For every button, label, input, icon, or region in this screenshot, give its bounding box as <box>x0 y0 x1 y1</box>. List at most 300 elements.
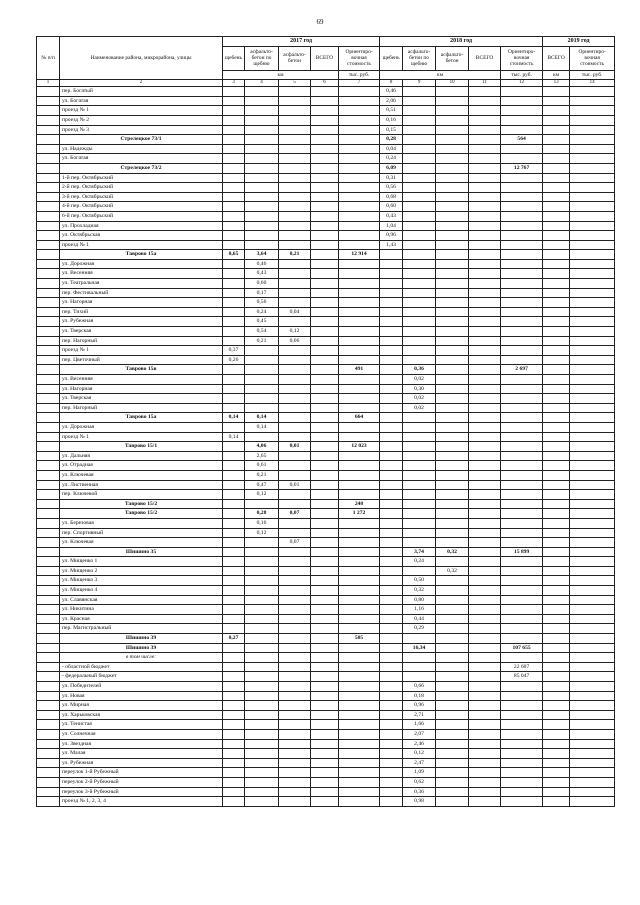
value-cell <box>311 250 339 260</box>
sub-header: Ориентиро-вочная стоимость <box>570 46 615 70</box>
value-cell <box>311 768 339 778</box>
table-row <box>37 643 615 653</box>
value-cell <box>403 192 436 202</box>
value-cell <box>403 250 436 260</box>
value-cell <box>311 211 339 221</box>
value-cell <box>279 595 311 605</box>
value-cell <box>245 499 279 509</box>
value-cell <box>245 87 279 97</box>
value-cell <box>223 106 245 116</box>
value-cell <box>501 605 543 615</box>
column-number: 8 <box>380 80 403 87</box>
value-cell <box>543 547 570 557</box>
value-cell <box>403 317 436 327</box>
value-cell <box>245 432 279 442</box>
value-cell: 0,14 <box>245 422 279 432</box>
value-cell <box>501 413 543 423</box>
value-cell <box>543 125 570 135</box>
value-cell <box>570 403 615 413</box>
value-cell <box>570 528 615 538</box>
street-name-cell: ул. Победителей <box>60 682 223 692</box>
table-row <box>37 566 615 576</box>
value-cell <box>380 403 403 413</box>
value-cell <box>469 710 501 720</box>
value-cell <box>403 211 436 221</box>
value-cell <box>469 259 501 269</box>
street-name-cell: ул. Нагорная <box>60 298 223 308</box>
value-cell <box>339 672 380 682</box>
value-cell <box>469 576 501 586</box>
value-cell <box>436 710 469 720</box>
value-cell <box>543 87 570 97</box>
value-cell <box>501 115 543 125</box>
value-cell <box>570 566 615 576</box>
value-cell <box>543 250 570 260</box>
value-cell <box>339 422 380 432</box>
column-number: 11 <box>469 80 501 87</box>
row-number-cell <box>37 144 60 154</box>
value-cell <box>380 451 403 461</box>
value-cell: 3,64 <box>245 250 279 260</box>
value-cell <box>223 163 245 173</box>
value-cell <box>223 442 245 452</box>
value-cell <box>339 451 380 461</box>
value-cell <box>339 327 380 337</box>
value-cell <box>223 729 245 739</box>
table-row <box>37 288 615 298</box>
column-number: 13 <box>543 80 570 87</box>
value-cell <box>570 115 615 125</box>
street-name-cell: ул. Мирная <box>60 701 223 711</box>
value-cell: 0,04 <box>380 144 403 154</box>
value-cell <box>279 461 311 471</box>
value-cell <box>436 192 469 202</box>
value-cell <box>245 605 279 615</box>
value-cell <box>436 451 469 461</box>
value-cell: 0,56 <box>245 298 279 308</box>
value-cell <box>469 87 501 97</box>
value-cell <box>339 557 380 567</box>
value-cell <box>469 557 501 567</box>
value-cell <box>469 566 501 576</box>
value-cell <box>469 442 501 452</box>
value-cell: 0,43 <box>245 269 279 279</box>
table-row <box>37 384 615 394</box>
value-cell <box>501 307 543 317</box>
table-row <box>37 231 615 241</box>
value-cell <box>223 787 245 797</box>
unit-rub: тыс. руб. <box>501 70 543 80</box>
value-cell <box>501 768 543 778</box>
value-cell <box>570 307 615 317</box>
value-cell <box>570 442 615 452</box>
value-cell <box>543 106 570 116</box>
value-cell <box>380 768 403 778</box>
value-cell <box>436 499 469 509</box>
value-cell <box>403 509 436 519</box>
value-cell <box>223 720 245 730</box>
value-cell <box>501 403 543 413</box>
value-cell <box>223 154 245 164</box>
value-cell <box>501 202 543 212</box>
value-cell <box>223 576 245 586</box>
year-2018-header: 2018 год <box>380 37 543 47</box>
value-cell <box>223 298 245 308</box>
value-cell <box>380 298 403 308</box>
value-cell: 12 023 <box>339 442 380 452</box>
value-cell <box>339 183 380 193</box>
row-number-cell <box>37 682 60 692</box>
value-cell: 0,02 <box>403 403 436 413</box>
value-cell: 2,46 <box>403 739 436 749</box>
value-cell <box>570 269 615 279</box>
value-cell: 0,30 <box>403 384 436 394</box>
value-cell <box>311 605 339 615</box>
unit-rub: тыс. руб. <box>570 70 615 80</box>
value-cell <box>501 250 543 260</box>
value-cell <box>223 384 245 394</box>
value-cell <box>436 106 469 116</box>
value-cell <box>223 336 245 346</box>
street-name-cell: проезд № 1, 2, 3, 4 <box>60 797 223 807</box>
value-cell: 0,65 <box>223 250 245 260</box>
value-cell <box>543 739 570 749</box>
value-cell <box>245 691 279 701</box>
table-row <box>37 461 615 471</box>
value-cell <box>223 135 245 145</box>
value-cell <box>501 125 543 135</box>
value-cell <box>279 739 311 749</box>
row-number-cell <box>37 758 60 768</box>
value-cell <box>436 154 469 164</box>
table-row <box>37 499 615 509</box>
value-cell <box>501 96 543 106</box>
row-number-cell <box>37 355 60 365</box>
value-cell <box>469 461 501 471</box>
value-cell: 0,54 <box>245 327 279 337</box>
value-cell: 0,47 <box>245 480 279 490</box>
street-name-cell: ул. Ключевая <box>60 538 223 548</box>
value-cell <box>501 173 543 183</box>
value-cell <box>501 480 543 490</box>
table-header <box>37 37 615 80</box>
value-cell <box>469 288 501 298</box>
value-cell <box>279 797 311 807</box>
value-cell: 22 607 <box>501 662 543 672</box>
value-cell <box>279 192 311 202</box>
value-cell <box>311 365 339 375</box>
value-cell <box>311 202 339 212</box>
value-cell <box>501 346 543 356</box>
value-cell <box>339 729 380 739</box>
value-cell <box>469 614 501 624</box>
value-cell <box>469 346 501 356</box>
value-cell <box>279 135 311 145</box>
value-cell <box>403 470 436 480</box>
value-cell <box>436 144 469 154</box>
value-cell <box>403 307 436 317</box>
table-row <box>37 777 615 787</box>
value-cell <box>245 672 279 682</box>
value-cell: 0,16 <box>245 518 279 528</box>
value-cell: 0,07 <box>279 509 311 519</box>
street-name-cell: ул. Отрадная <box>60 461 223 471</box>
value-cell <box>436 662 469 672</box>
value-cell: 0,61 <box>245 461 279 471</box>
value-cell <box>570 605 615 615</box>
value-cell <box>380 518 403 528</box>
value-cell <box>245 624 279 634</box>
value-cell <box>469 336 501 346</box>
value-cell <box>543 624 570 634</box>
table-row <box>37 787 615 797</box>
value-cell <box>436 288 469 298</box>
value-cell <box>469 624 501 634</box>
street-name-cell: ул. Солнечная <box>60 729 223 739</box>
value-cell <box>570 739 615 749</box>
value-cell <box>403 202 436 212</box>
value-cell: 107 655 <box>501 643 543 653</box>
value-cell: 0,21 <box>245 470 279 480</box>
row-number-cell <box>37 432 60 442</box>
table-row <box>37 154 615 164</box>
value-cell: 0,46 <box>245 259 279 269</box>
value-cell <box>436 729 469 739</box>
value-cell <box>279 394 311 404</box>
value-cell <box>469 720 501 730</box>
value-cell <box>436 691 469 701</box>
value-cell <box>339 154 380 164</box>
value-cell <box>380 375 403 385</box>
value-cell <box>245 662 279 672</box>
value-cell: 0,28 <box>380 135 403 145</box>
value-cell <box>469 595 501 605</box>
row-number-cell <box>37 135 60 145</box>
value-cell <box>279 547 311 557</box>
value-cell <box>223 586 245 596</box>
value-cell <box>380 250 403 260</box>
value-cell <box>436 490 469 500</box>
value-cell <box>380 509 403 519</box>
row-number-cell <box>37 115 60 125</box>
value-cell <box>543 720 570 730</box>
value-cell <box>339 106 380 116</box>
value-cell <box>570 336 615 346</box>
value-cell <box>311 557 339 567</box>
value-cell <box>436 115 469 125</box>
value-cell <box>339 701 380 711</box>
value-cell <box>570 375 615 385</box>
row-number-cell <box>37 259 60 269</box>
value-cell <box>311 432 339 442</box>
value-cell <box>403 125 436 135</box>
row-number-cell <box>37 269 60 279</box>
value-cell <box>469 394 501 404</box>
value-cell <box>543 605 570 615</box>
value-cell <box>436 384 469 394</box>
value-cell <box>279 557 311 567</box>
value-cell <box>436 672 469 682</box>
value-cell <box>469 432 501 442</box>
value-cell <box>380 346 403 356</box>
value-cell <box>245 106 279 116</box>
row-number-cell <box>37 576 60 586</box>
row-number-cell <box>37 470 60 480</box>
value-cell <box>311 461 339 471</box>
street-name-cell: пер. Ключевой <box>60 490 223 500</box>
value-cell <box>436 653 469 663</box>
value-cell <box>501 422 543 432</box>
value-cell <box>501 682 543 692</box>
value-cell <box>543 327 570 337</box>
value-cell <box>245 710 279 720</box>
value-cell <box>223 749 245 759</box>
value-cell <box>245 739 279 749</box>
value-cell <box>311 729 339 739</box>
value-cell <box>501 384 543 394</box>
value-cell <box>403 480 436 490</box>
table-row <box>37 87 615 97</box>
value-cell <box>436 269 469 279</box>
value-cell <box>570 768 615 778</box>
value-cell <box>311 720 339 730</box>
table-row <box>37 490 615 500</box>
value-cell <box>339 96 380 106</box>
row-number-cell <box>37 634 60 644</box>
sub-header: Ориентиро-вочная стоимость <box>339 46 380 70</box>
value-cell <box>501 327 543 337</box>
value-cell <box>245 749 279 759</box>
value-cell <box>279 749 311 759</box>
value-cell <box>543 154 570 164</box>
value-cell <box>469 538 501 548</box>
row-number-cell <box>37 375 60 385</box>
value-cell <box>543 509 570 519</box>
value-cell <box>311 691 339 701</box>
value-cell <box>339 528 380 538</box>
value-cell: 0,36 <box>403 365 436 375</box>
value-cell <box>339 384 380 394</box>
value-cell <box>543 307 570 317</box>
value-cell <box>570 586 615 596</box>
value-cell <box>223 202 245 212</box>
street-name-cell: Шишино 35 <box>60 547 223 557</box>
row-number-cell <box>37 701 60 711</box>
value-cell <box>339 403 380 413</box>
value-cell <box>501 269 543 279</box>
row-number-cell <box>37 480 60 490</box>
value-cell <box>311 307 339 317</box>
table-row <box>37 758 615 768</box>
value-cell <box>380 528 403 538</box>
table-row <box>37 480 615 490</box>
table-row <box>37 144 615 154</box>
value-cell <box>436 183 469 193</box>
value-cell <box>339 576 380 586</box>
value-cell: 0,18 <box>403 691 436 701</box>
value-cell <box>501 538 543 548</box>
value-cell <box>543 288 570 298</box>
value-cell <box>223 643 245 653</box>
value-cell <box>543 422 570 432</box>
value-cell <box>436 528 469 538</box>
value-cell <box>223 259 245 269</box>
value-cell <box>403 528 436 538</box>
column-number: 1 <box>37 80 60 87</box>
value-cell <box>279 566 311 576</box>
value-cell <box>339 163 380 173</box>
value-cell <box>501 777 543 787</box>
street-name-cell: ул. Дорожная <box>60 422 223 432</box>
value-cell <box>570 365 615 375</box>
value-cell: 0,32 <box>436 547 469 557</box>
value-cell: 0,45 <box>245 317 279 327</box>
value-cell <box>279 614 311 624</box>
value-cell <box>436 557 469 567</box>
unit-km: км <box>543 70 570 80</box>
table-row <box>37 662 615 672</box>
value-cell <box>469 183 501 193</box>
value-cell <box>279 470 311 480</box>
street-name-cell: - федеральный бюджет <box>60 672 223 682</box>
table-row <box>37 307 615 317</box>
value-cell <box>339 710 380 720</box>
value-cell <box>311 739 339 749</box>
value-cell <box>543 595 570 605</box>
value-cell <box>380 634 403 644</box>
table-row <box>37 576 615 586</box>
value-cell <box>245 183 279 193</box>
street-name-cell: ул. Никитина <box>60 605 223 615</box>
value-cell <box>380 777 403 787</box>
value-cell <box>245 154 279 164</box>
table-row <box>37 250 615 260</box>
value-cell <box>339 346 380 356</box>
value-cell <box>223 672 245 682</box>
table-row <box>37 509 615 519</box>
row-number-cell <box>37 202 60 212</box>
value-cell <box>311 384 339 394</box>
value-cell <box>436 614 469 624</box>
row-number-cell <box>37 605 60 615</box>
value-cell <box>570 509 615 519</box>
value-cell <box>469 422 501 432</box>
col-name-header: Наименование района, микрорайона, улицы <box>60 37 223 80</box>
value-cell <box>436 595 469 605</box>
row-number-cell <box>37 192 60 202</box>
value-cell <box>311 797 339 807</box>
value-cell <box>311 192 339 202</box>
value-cell <box>311 442 339 452</box>
value-cell <box>436 375 469 385</box>
value-cell: 1,43 <box>380 240 403 250</box>
value-cell <box>223 327 245 337</box>
street-name-cell: ул. Тверская <box>60 327 223 337</box>
value-cell <box>570 202 615 212</box>
value-cell <box>223 490 245 500</box>
value-cell <box>469 154 501 164</box>
value-cell <box>311 509 339 519</box>
value-cell <box>403 327 436 337</box>
value-cell <box>380 749 403 759</box>
value-cell: 0,01 <box>279 480 311 490</box>
value-cell: 0,12 <box>403 749 436 759</box>
value-cell <box>279 528 311 538</box>
row-number-cell <box>37 154 60 164</box>
value-cell <box>436 422 469 432</box>
street-name-cell: проезд № 1 <box>60 432 223 442</box>
street-name-cell: в том числе: <box>60 653 223 663</box>
